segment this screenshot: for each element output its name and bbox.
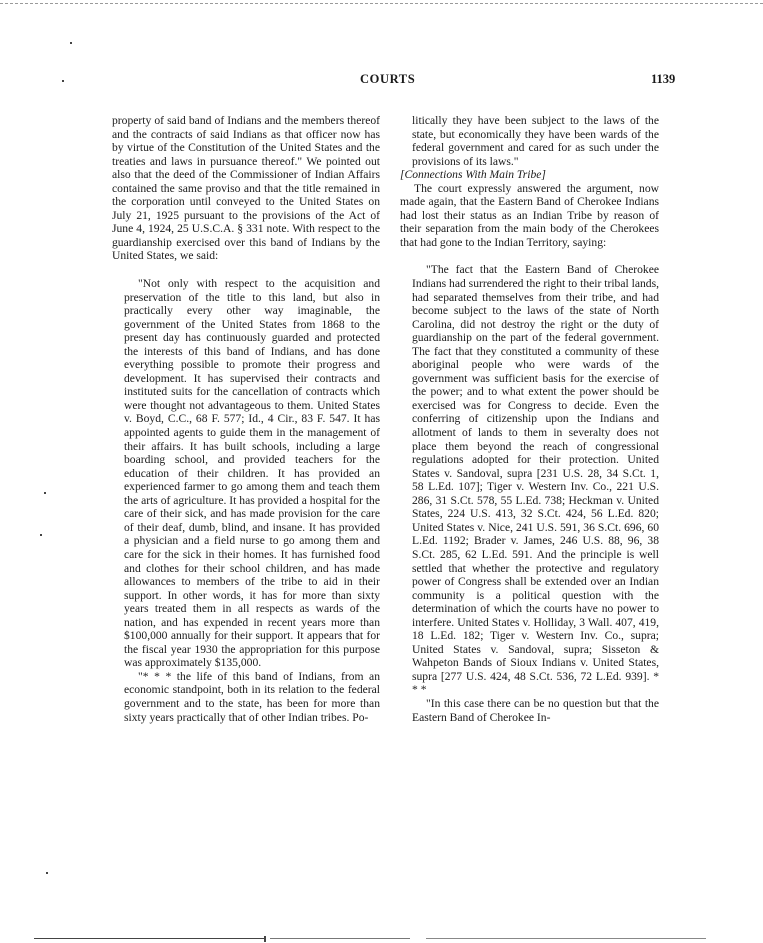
right-column	[400, 114, 659, 724]
body-paragraph: property of said band of Indians and the members thereof and the contracts of said Indians as that officer now has by virtue of the Constitution of the United States and the treaties and laws in pursuance thereof." We pointed out also that the deed of the Commissioner of Indian Affairs contained the same proviso and that the title remained in the corporation until conveyed to the United States on July 21, 1925 pursuant to the provisions of the Act of June 4, 1924, 25 U.S.C.A. § 331 note. With respect to the guardianship exercised over this band of Indians by the United States, we said:	[112, 114, 380, 263]
block-quote	[112, 277, 380, 724]
quote-paragraph: "* * * the life of this band of Indians, from an economic standpoint, both in its relation to the federal government and to the state, has been for more than sixty years practically that of other Indian tribes. Po-	[124, 669, 380, 724]
scan-speck	[70, 42, 72, 44]
scan-speck	[44, 492, 46, 494]
scan-edge-line	[270, 938, 410, 939]
quote-paragraph: "The fact that the Eastern Band of Cherokee Indians had surrendered the right to their tribal lands, had separated themselves from their tribe, and had become subject to the laws of the state of North Carolina, did not destroy the right or the duty of guardianship on the part of the federal government. The fact that they constituted a community of these aboriginal people who were wards of the government was sufficient basis for the exercise of the power; and to what extent the power should be exercised was for Congress to decide. Even the conferring of citizenship upon the Indians and allotment of lands to them in severalty does not place them beyond the reach of congressional regulations adopted for their protection. United States v. Sandoval, supra [231 U.S. 28, 34 S.Ct. 1, 58 L.Ed. 107]; Tiger v. Western Inv. Co., 221 U.S. 286, 31 S.Ct. 578, 55 L.Ed. 738; Heckman v. United States, 224 U.S. 413, 32 S.Ct. 424, 56 L.Ed. 820; United States v. Nice, 241 U.S. 591, 36 S.Ct. 696, 60 L.Ed. 1192; Brader v. James, 246 U.S. 88, 96, 38 S.Ct. 285, 62 L.Ed. 591. And the principle is well settled that whether the protective and regulatory power of Congress shall be extended over an Indian community is a political question with the determination of which the courts have no power to interfere. United States v. Holliday, 3 Wall. 407, 419, 18 L.Ed. 182; Tiger v. Western Inv. Co., supra; United States v. Sandoval, supra; Sisseton & Wahpeton Bands of Sioux Indians v. United States, supra [277 U.S. 424, 48 S.Ct. 536, 72 L.Ed. 939]. * * *	[412, 263, 659, 697]
quote-paragraph: "In this case there can be no question but that the Eastern Band of Cherokee In-	[412, 696, 659, 724]
quote-paragraph: "Not only with respect to the acquisition and preservation of the title to this land, but also in practically every other way imaginable, the government of the United States from 1868 to the present day has continuously guarded and protected the interests of this band of Indians, and has done everything possible to promote their progress and development. It has supervised their contracts and instituted suits for the cancellation of contracts which were thought not advantageous to them. United States v. Boyd, C.C., 68 F. 577; Id., 4 Cir., 83 F. 547. It has appointed agents to guide them in the management of their affairs. It has built schools, including a large boarding school, and provided teachers for the education of their children. It has provided an experienced farmer to go among them and teach them the arts of agriculture. It has provided a hospital for the care of their sick, and has made provision for the care of their deaf, dumb, blind, and insane. It has provided a physician and a field nurse to go among them and care for the sick in their homes. It has furnished food and clothes for their school children, and has made allowances to members of the tribe to aid in their support. In other words, it has for more than sixty years treated them in all respects as wards of the nation, and has expended in recent years more than $100,000 annually for their support. It appears that for the fiscal year 1930 the appropriation for this purpose was approximately $135,000.	[124, 277, 380, 670]
page-header	[0, 72, 763, 92]
scan-edge-dashed-line	[0, 3, 763, 4]
left-column	[112, 114, 380, 724]
scan-speck	[46, 872, 48, 874]
block-quote	[400, 263, 659, 724]
scan-edge-mark	[264, 936, 266, 942]
running-head: COURTS	[360, 72, 416, 86]
scan-speck	[40, 534, 42, 536]
scan-edge-line	[34, 938, 264, 939]
block-quote-continued	[400, 114, 659, 168]
scan-speck	[62, 80, 64, 82]
scan-edge-line	[426, 938, 706, 939]
page-number: 1139	[651, 72, 676, 86]
quote-paragraph: litically they have been subject to the laws of the state, but economically they have been wards of the federal government and cared for as such under the provisions of its laws."	[412, 114, 659, 168]
section-subheading: [Connections With Main Tribe]	[400, 168, 546, 182]
body-paragraph: The court expressly answered the argument, now made again, that the Eastern Band of Cherokee Indians had lost their status as an Indian Tribe by reason of their separation from the main body of the Cherokees that had gone to the Indian Territory, saying:	[400, 181, 659, 249]
